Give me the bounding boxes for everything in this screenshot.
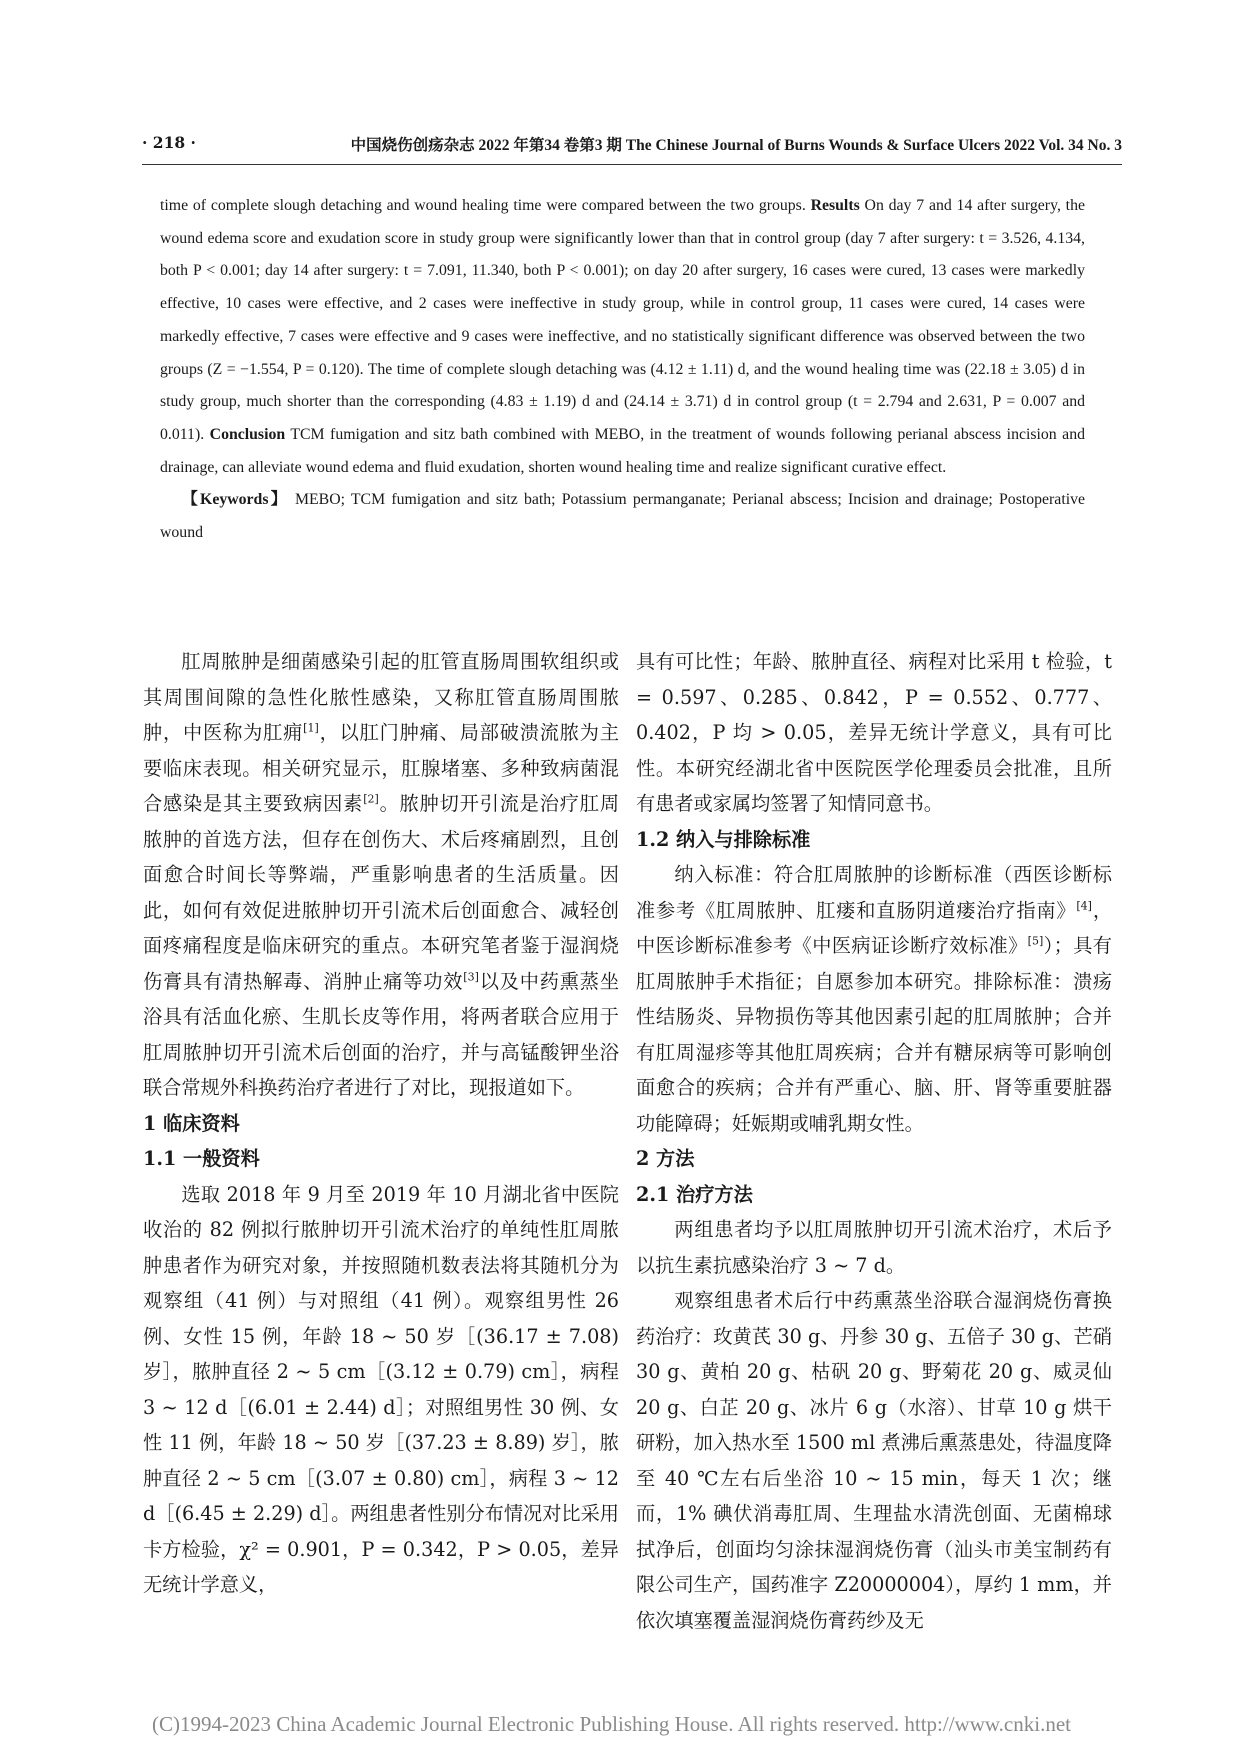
copyright-footer: (C)1994-2023 China Academic Journal Electronic Publishing House. All rights reserved. http://www.cnki.net: [152, 1712, 1071, 1736]
results-label: Results: [810, 197, 860, 214]
abstract-text-2: On day 7 and 14 after surgery, the wound edema score and exudation score in study group were significantly lower than that in control group (day 7 after surgery: t = 3.526, 4.134, both P < 0.001; day 14 after surgery: t = 7.091, 11.340, both P < 0.001); on day 20 after surgery, 16 cases were cured, 13 cases were markedly effective, 10 cases were effective, and 2 cases were ineffective in study group, while in control group, 11 cases were cured, 14 cases were markedly effective, 7 cases were effective and 9 cases were ineffective, and no statistically significant difference was observed between the two groups (Z = −1.554, P = 0.120). The time of complete slough detaching was (4.12 ± 1.11) d, and the wound healing time was (22.18 ± 3.05) d in study group, much shorter than the corresponding (4.83 ± 1.19) d and (24.14 ± 3.71) d in control group (t = 2.794 and 2.631, P = 0.007 and 0.011).: [160, 197, 1085, 443]
section-heading: 2 方法: [636, 1147, 695, 1170]
subsection-heading: 2.1 治疗方法: [636, 1182, 753, 1206]
citation-ref: [3]: [463, 970, 479, 984]
header-rule: [142, 164, 1122, 165]
body-column-left: [143, 644, 619, 1603]
running-header: [142, 133, 1122, 159]
citation-ref: [2]: [363, 792, 379, 806]
intro-paragraph: [143, 644, 619, 1106]
criteria-paragraph: [636, 857, 1112, 1141]
study-group-treatment-paragraph: 观察组患者术后行中药熏蒸坐浴联合湿润烧伤膏换药治疗：玫黄芪 30 g、丹参 30 g、五倍子 30 g、芒硝 30 g、黄柏 20 g、枯矾 20 g、野菊花 20 g、威灵仙 20 g、白芷 20 g、冰片 6 g（水溶）、甘草 10 g 烘干研粉，加入热水至 1500 ml 煮沸后熏蒸患处，待温度降至 40 ℃左右后坐浴 10 ~ 15 min，每天 1 次；继而，1% 碘伏消毒肛周、生理盐水清洗创面、无菌棉球拭净后，创面均匀涂抹湿润烧伤膏（汕头市美宝制药有限公司生产，国药准字 Z20000004），厚约 1 mm，并依次填塞覆盖湿润烧伤膏药纱及无: [636, 1289, 1112, 1632]
abstract-text-1: time of complete slough detaching and wound healing time were compared between the two groups.: [160, 197, 811, 214]
comparability-paragraph: 具有可比性；年龄、脓肿直径、病程对比采用 t 检验，t = 0.597、0.285、0.842，P = 0.552、0.777、0.402，P 均 > 0.05，差异无统计学意义，具有可比性。本研究经湖北省中医院医学伦理委员会批准，且所有患者或家属均签署了知情同意书。: [636, 650, 1112, 815]
treatment-paragraph: 两组患者均予以肛周脓肿切开引流术治疗，术后予以抗生素抗感染治疗 3 ~ 7 d。: [636, 1218, 1112, 1277]
subsection-heading: 1.1 一般资料: [143, 1147, 260, 1170]
general-data-paragraph: 选取 2018 年 9 月至 2019 年 10 月湖北省中医院收治的 82 例拟行脓肿切开引流术治疗的单纯性肛周脓肿患者作为研究对象，并按照随机数表法将其随机分为观察组（41 例）与对照组（41 例）。观察组男性 26 例、女性 15 例，年龄 18 ~ 50 岁［(36.17 ± 7.08) 岁］，脓肿直径 2 ~ 5 cm［(3.12 ± 0.79) cm］，病程 3 ~ 12 d［(6.01 ± 2.44) d］；对照组男性 30 例、女性 11 例，年龄 18 ~ 50 岁［(37.23 ± 8.89) 岁］，脓肿直径 2 ~ 5 cm［(3.07 ± 0.80) cm］，病程 3 ~ 12 d［(6.45 ± 2.29) d］。两组患者性别分布情况对比采用卡方检验，χ² = 0.901，P = 0.342，P > 0.05，差异无统计学意义，: [143, 1182, 619, 1596]
conclusion-label: Conclusion: [209, 425, 286, 443]
intro-text-a: 肛周脓肿是细菌感染引起的肛管直肠周围软组织或其周围间隙的急性化脓性感染，又称肛管直肠周围脓肿，中医称为肛痈: [143, 650, 619, 744]
section-heading: 1 临床资料: [143, 1111, 240, 1135]
criteria-text-a: 纳入标准：符合肛周脓肿的诊断标准（西医诊断标准参考《肛周脓肿、肛瘘和直肠阴道瘘治疗指南》: [636, 863, 1112, 922]
abstract-text-3: TCM fumigation and sitz bath combined with MEBO, in the treatment of wounds following perianal abscess incision and drainage, can alleviate wound edema and fluid exudation, shorten wound healing time and realize significant curative effect.: [160, 425, 1085, 476]
intro-text-b: ，以肛门肿痛、局部破溃流脓为主要临床表现。相关研究显示，肛腺堵塞、多种致病菌混合感染是其主要致病因素: [143, 721, 620, 815]
keywords-line: [160, 484, 1085, 549]
subsection-heading: 1.2 纳入与排除标准: [636, 827, 811, 851]
criteria-text-b: ，中医诊断标准参考《中医病证诊断疗效标准》: [636, 898, 1113, 957]
intro-text-d: 以及中药熏蒸坐浴具有活血化瘀、生肌长皮等作用，将两者联合应用于肛周脓肿切开引流术后创面的治疗，并与高锰酸钾坐浴联合常规外科换药治疗者进行了对比，现报道如下。: [143, 969, 620, 1099]
citation-ref: [1]: [303, 721, 319, 735]
keywords-label: 【Keywords】: [182, 491, 289, 509]
body-column-right: [636, 644, 1112, 1638]
intro-text-c: 。脓肿切开引流是治疗肛周脓肿的首选方法，但存在创伤大、术后疼痛剧烈，且创面愈合时间长等弊端，严重影响患者的生活质量。因此，如何有效促进脓肿切开引流术后创面愈合、减轻创面疼痛程度是临床研究的重点。本研究笔者鉴于湿润烧伤膏具有清热解毒、消肿止痛等功效: [143, 792, 620, 993]
citation-ref: [5]: [1027, 934, 1044, 948]
citation-ref: [4]: [1076, 899, 1092, 913]
english-abstract: [160, 190, 1085, 550]
abstract-paragraph: [160, 190, 1085, 484]
page-number: · 218 ·: [142, 133, 196, 152]
criteria-text-c: ）；具有肛周脓肿手术指征；自愿参加本研究。排除标准：溃疡性结肠炎、异物损伤等其他因素引起的肛周脓肿；合并有肛周湿疹等其他肛周疾病；合并有糖尿病等可影响创面愈合的疾病；合并有严重心、脑、肝、肾等重要脏器功能障碍；妊娠期或哺乳期女性。: [636, 934, 1112, 1135]
journal-citation: 中国烧伤创疡杂志 2022 年第34 卷第3 期 The Chinese Journal of Burns Wounds & Surface Ulcers 2022 Vol. 34 No. 3: [350, 137, 1122, 154]
keywords-text: MEBO; TCM fumigation and sitz bath; Potassium permanganate; Perianal abscess; Incision and drainage; Postoperative wound: [160, 491, 1086, 542]
